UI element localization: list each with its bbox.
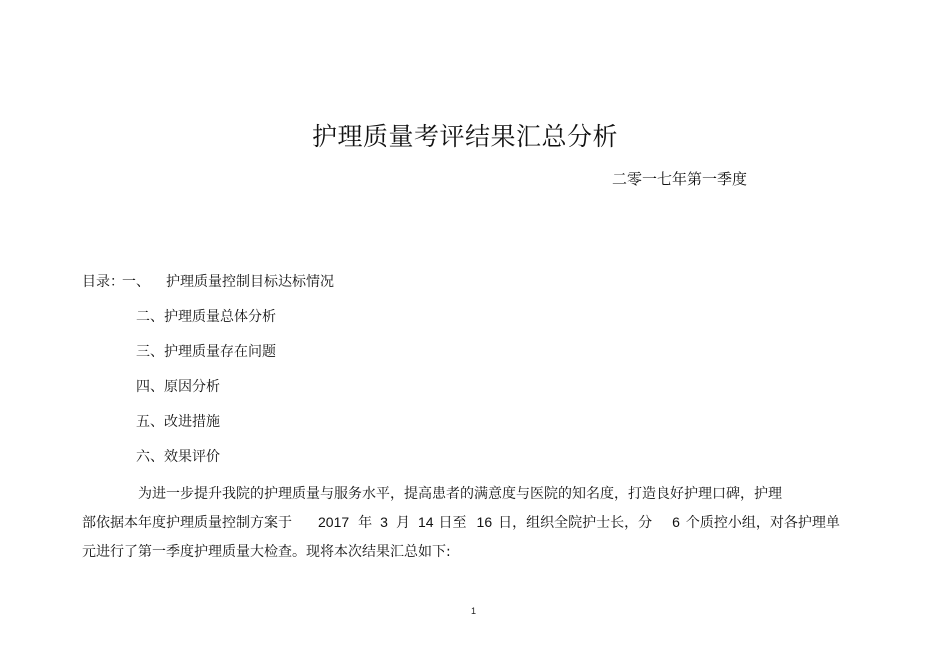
document-title: 护理质量考评结果汇总分析 — [311, 122, 618, 151]
toc-item — [82, 412, 334, 447]
intro-line-1: 为进一步提升我院的护理质量与服务水平，提高患者的满意度与医院的知名度，打造良好护理口碑，护理 — [138, 486, 782, 502]
intro-text-segment: 日，组织全院护士长，分 — [498, 515, 653, 531]
toc-item — [82, 447, 334, 482]
toc-item-text: 改进措施 — [164, 414, 220, 430]
toc-item-number: 六、 — [136, 449, 164, 465]
table-of-contents — [82, 272, 334, 482]
toc-item — [82, 342, 334, 377]
intro-day-to: 日至 — [438, 515, 467, 531]
toc-item-text: 护理质量总体分析 — [164, 309, 276, 325]
intro-line-3: 元进行了第一季度护理质量大检查。现将本次结果汇总如下: — [82, 544, 451, 560]
toc-item-text: 护理质量存在问题 — [164, 344, 276, 360]
document-subtitle: 二零一七年第一季度 — [612, 170, 748, 188]
intro-line-2 — [82, 512, 840, 532]
intro-month-unit: 月 — [395, 515, 410, 531]
toc-item-number: 二、 — [136, 309, 164, 325]
intro-month: 3 — [380, 514, 388, 530]
toc-item-number: 四、 — [136, 379, 164, 395]
intro-text-segment: 个质控小组，对各护理单 — [685, 515, 840, 531]
toc-item-text: 原因分析 — [164, 379, 220, 395]
intro-day-start: 14 — [417, 514, 434, 530]
toc-item-number: 一、 — [122, 274, 150, 290]
toc-item — [82, 307, 334, 342]
toc-item — [82, 272, 334, 307]
toc-label: 目录： — [82, 274, 124, 290]
intro-day-end: 16 — [476, 514, 493, 530]
intro-text-segment: 部依据本年度护理质量控制方案于 — [82, 515, 292, 531]
intro-year: 2017 — [318, 514, 350, 530]
page-number: 1 — [471, 606, 477, 616]
toc-item — [82, 377, 334, 412]
toc-item-number: 三、 — [136, 344, 164, 360]
toc-item-number: 五、 — [136, 414, 164, 430]
toc-item-text: 护理质量控制目标达标情况 — [166, 274, 334, 290]
intro-group-count: 6 — [672, 514, 680, 530]
intro-year-unit: 年 — [358, 515, 373, 531]
toc-item-text: 效果评价 — [164, 449, 220, 465]
